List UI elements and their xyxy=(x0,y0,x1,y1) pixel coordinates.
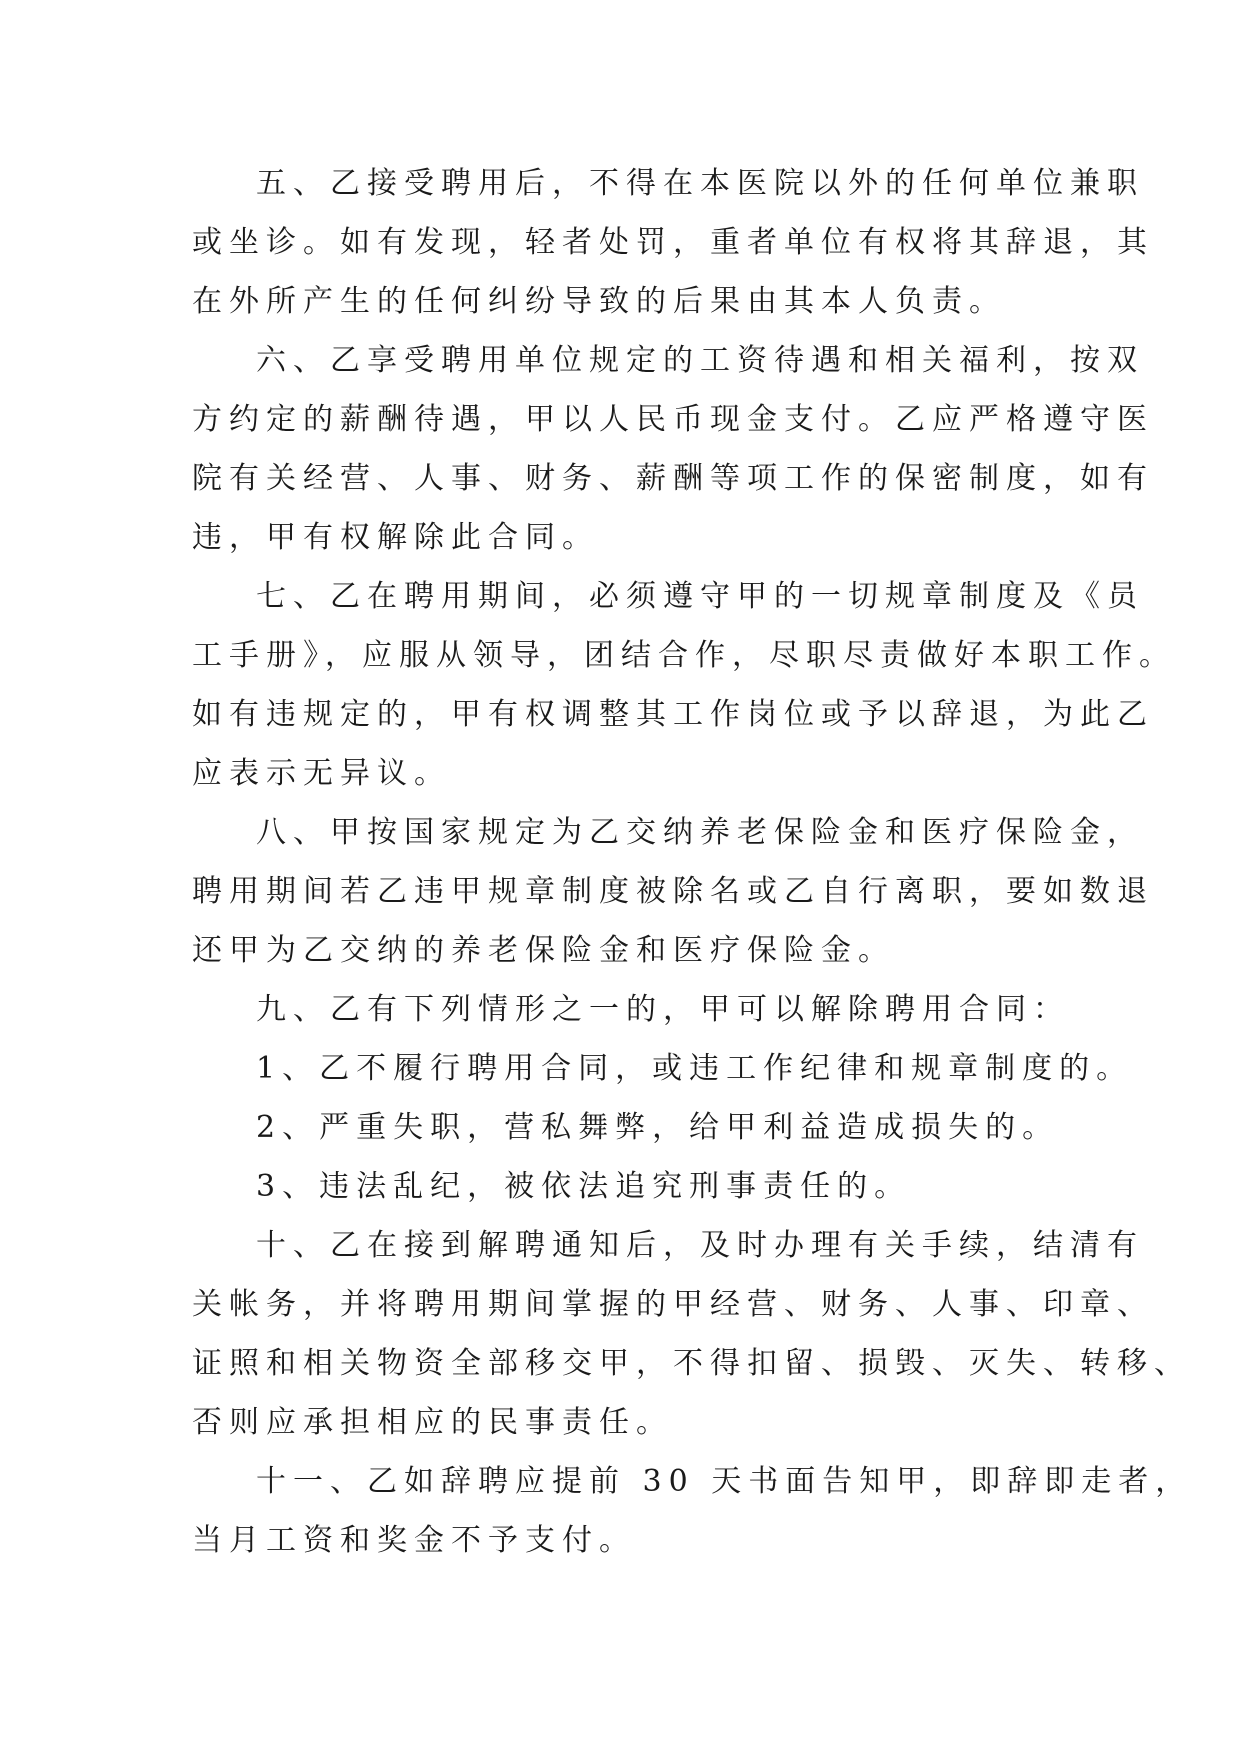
clause-9 xyxy=(192,980,1072,1039)
clause-5 xyxy=(192,154,1154,331)
clause-11-line-2: 当月工资和奖金不予支付。 xyxy=(192,1523,636,1558)
clause-9-item-3 xyxy=(192,1157,1072,1216)
clause-11-line-1: 十一、乙如辞聘应提前 30 天书面告知甲，即辞即走者， xyxy=(256,1464,1193,1499)
clause-6 xyxy=(192,331,1154,567)
clause-10-line-1: 十、乙在接到解聘通知后，及时办理有关手续，结清有 xyxy=(256,1228,1144,1263)
clause-9-line-1: 九、乙有下列情形之一的，甲可以解除聘用合同： xyxy=(256,992,1070,1027)
document-body xyxy=(192,154,1193,1570)
clause-10-line-3: 证照和相关物资全部移交甲，不得扣留、损毁、灭失、转移、 xyxy=(192,1346,1191,1381)
clause-9-item-3-line: 3、违法乱纪，被依法追究刑事责任的。 xyxy=(256,1169,912,1204)
clause-7 xyxy=(192,567,1176,803)
clause-10-line-2: 关帐务，并将聘用期间掌握的甲经营、财务、人事、印章、 xyxy=(192,1287,1154,1322)
clause-7-line-3: 如有违规定的，甲有权调整其工作岗位或予以辞退，为此乙 xyxy=(192,697,1154,732)
clause-5-line-3: 在外所产生的任何纠纷导致的后果由其本人负责。 xyxy=(192,284,1006,319)
clause-6-line-2: 方约定的薪酬待遇，甲以人民币现金支付。乙应严格遵守医 xyxy=(192,402,1154,437)
clause-10 xyxy=(192,1216,1191,1452)
clause-8-line-1: 八、甲按国家规定为乙交纳养老保险金和医疗保险金， xyxy=(256,815,1144,850)
clause-7-line-2: 工手册》，应服从领导，团结合作，尽职尽责做好本职工作。 xyxy=(192,638,1176,673)
clause-5-line-2: 或坐诊。如有发现，轻者处罚，重者单位有权将其辞退，其 xyxy=(192,225,1154,260)
clause-6-line-4: 违，甲有权解除此合同。 xyxy=(192,520,599,555)
clause-11 xyxy=(192,1452,1193,1570)
clause-9-item-1 xyxy=(192,1039,1134,1098)
clause-9-item-1-line: 1、乙不履行聘用合同，或违工作纪律和规章制度的。 xyxy=(256,1051,1134,1086)
clause-8 xyxy=(192,803,1154,980)
clause-8-line-3: 还甲为乙交纳的养老保险金和医疗保险金。 xyxy=(192,933,895,968)
clause-6-line-1: 六、乙享受聘用单位规定的工资待遇和相关福利，按双 xyxy=(256,343,1144,378)
clause-10-line-4: 否则应承担相应的民事责任。 xyxy=(192,1405,673,1440)
clause-8-line-2: 聘用期间若乙违甲规章制度被除名或乙自行离职，要如数退 xyxy=(192,874,1154,909)
clause-9-item-2-line: 2、严重失职，营私舞弊，给甲利益造成损失的。 xyxy=(256,1110,1060,1145)
clause-6-line-3: 院有关经营、人事、财务、薪酬等项工作的保密制度，如有 xyxy=(192,461,1154,496)
clause-5-line-1: 五、乙接受聘用后，不得在本医院以外的任何单位兼职 xyxy=(256,166,1144,201)
clause-9-item-2 xyxy=(192,1098,1072,1157)
clause-7-line-1: 七、乙在聘用期间，必须遵守甲的一切规章制度及《员 xyxy=(256,579,1144,614)
clause-7-line-4: 应表示无异议。 xyxy=(192,756,451,791)
